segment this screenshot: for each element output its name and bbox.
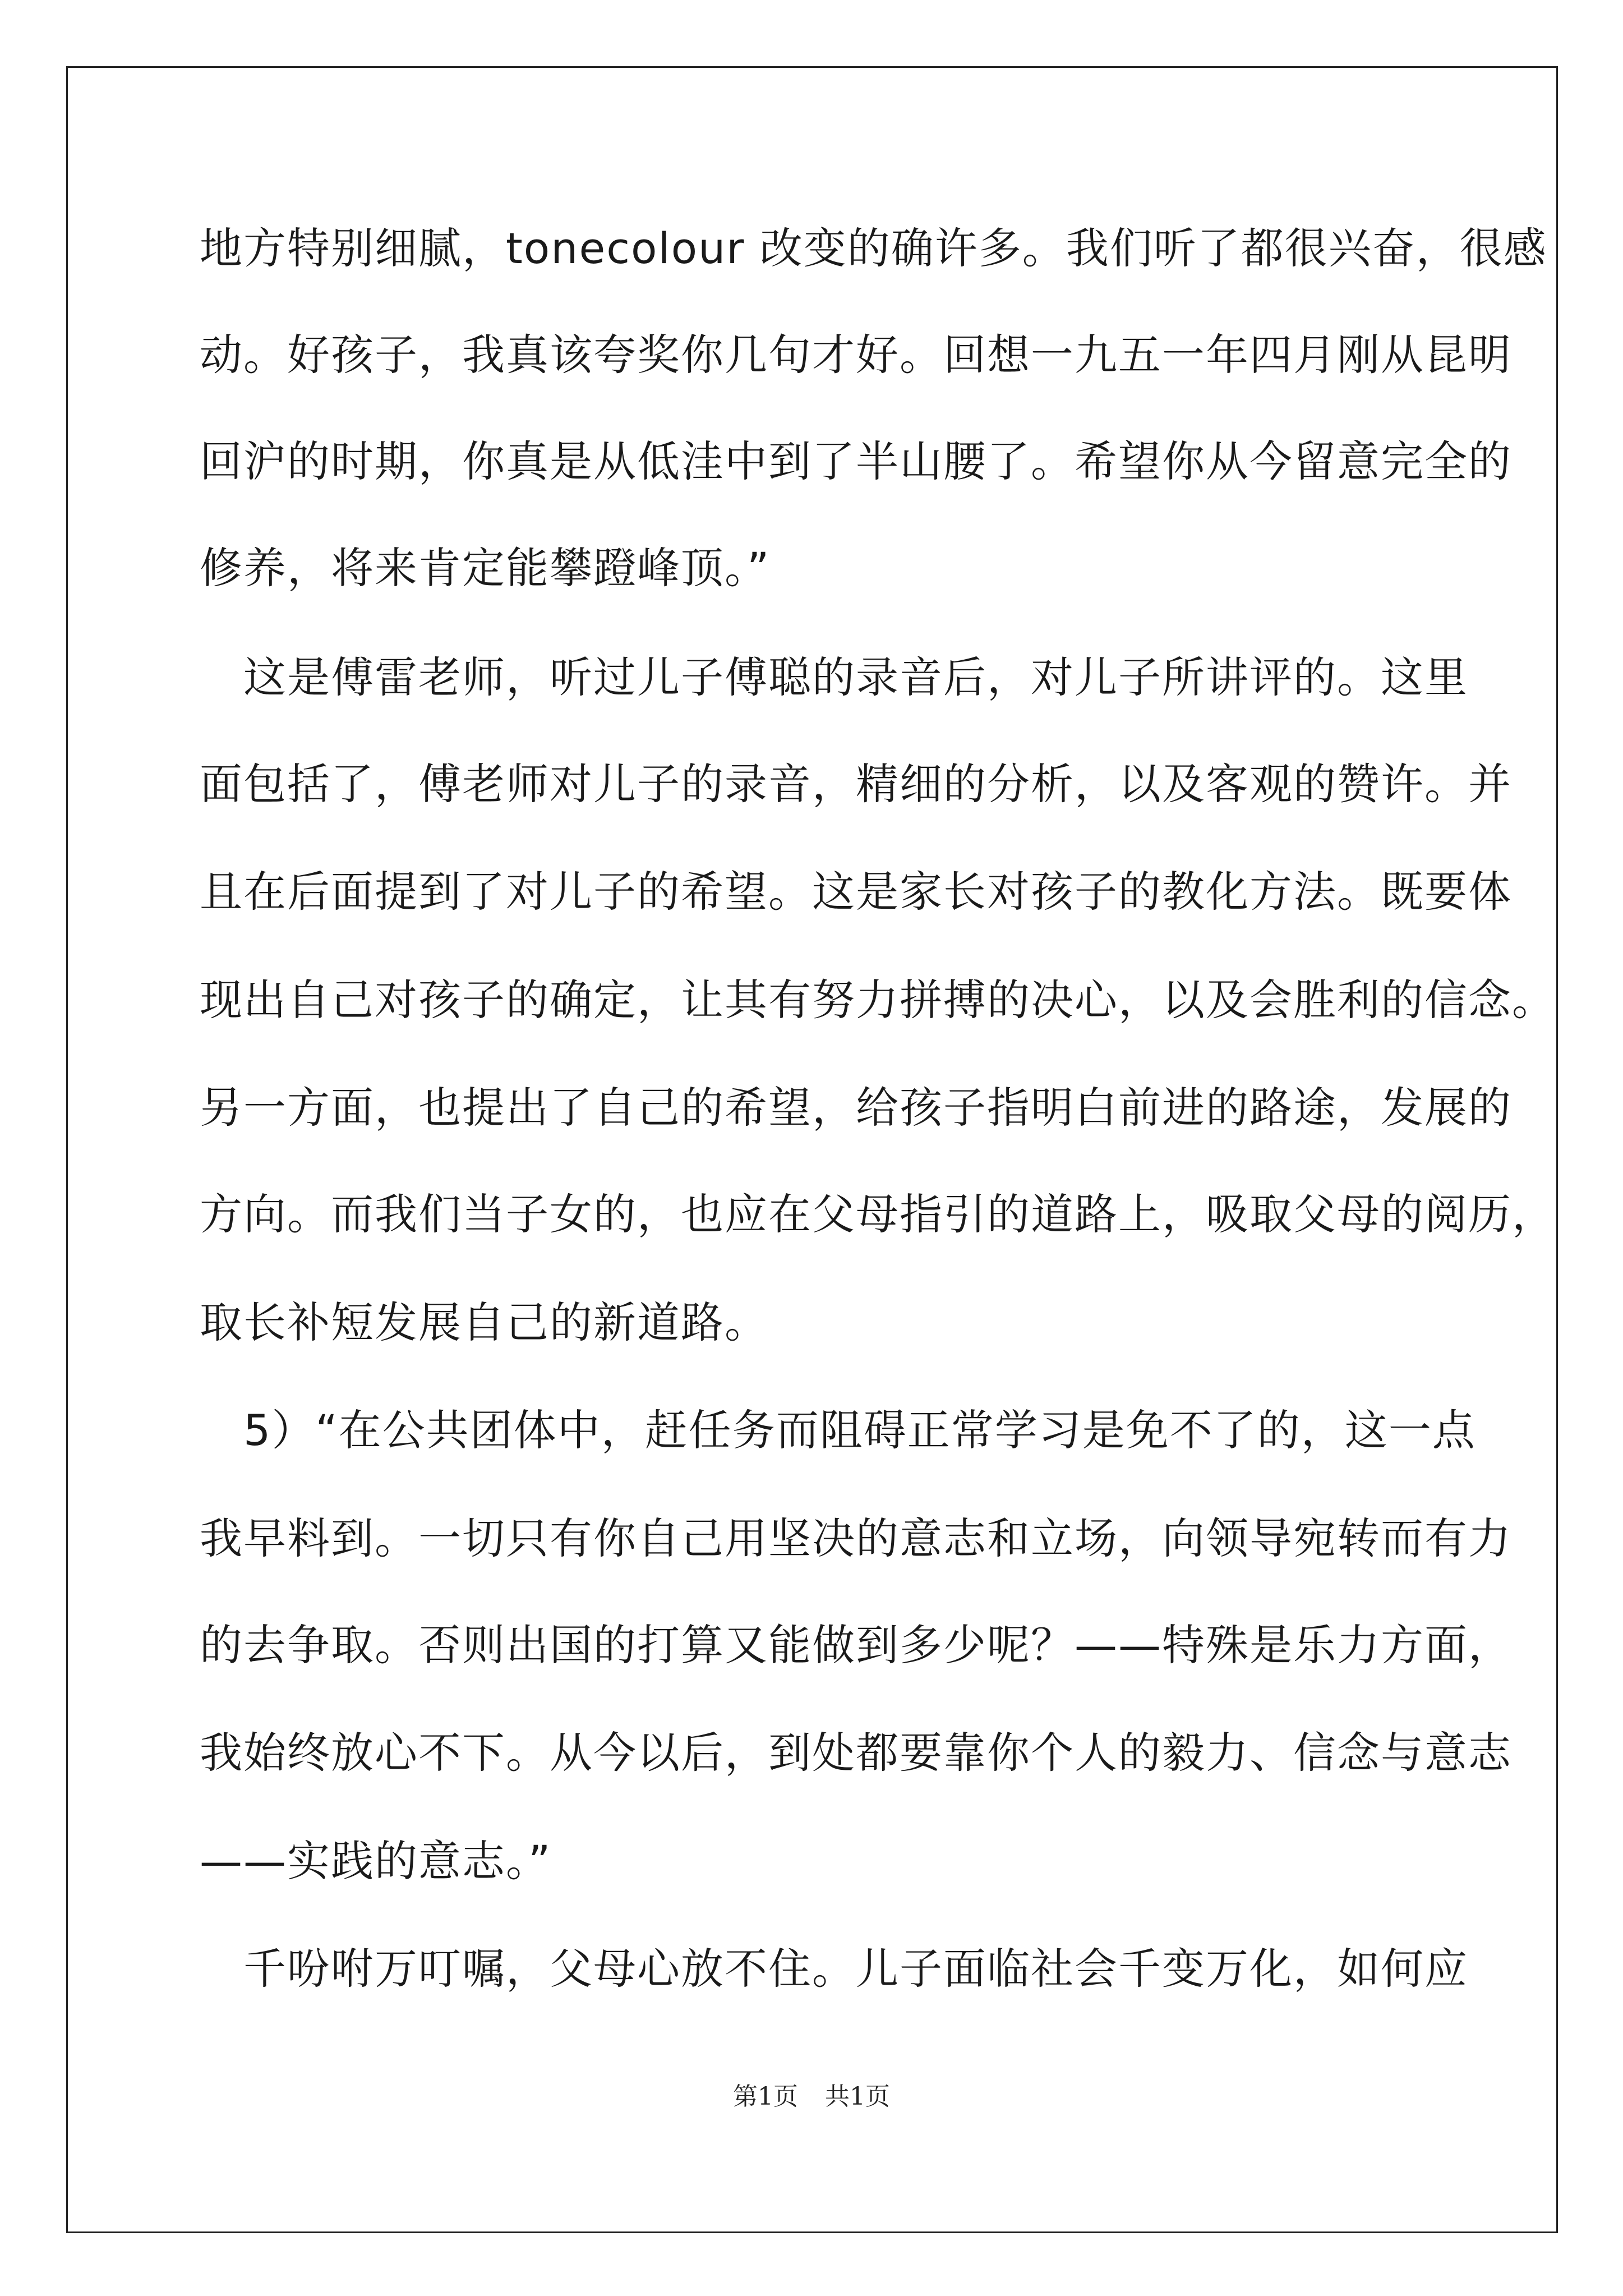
text-line: 面包括了，傅老师对儿子的录音，精细的分析，以及客观的赞许。并 xyxy=(200,759,1512,809)
text-line: 方向。而我们当子女的，也应在父母指引的道路上，吸取父母的阅历， xyxy=(200,1189,1556,1239)
text-line: 我始终放心不下。从今以后，到处都要靠你个人的毅力、信念与意志 xyxy=(200,1728,1512,1778)
text-line: 修养，将来肯定能攀蹬峰顶。” xyxy=(200,543,771,593)
text-line: 千吩咐万叮嘱，父母心放不住。儿子面临社会千变万化，如何应 xyxy=(200,1944,1468,1994)
page-number: 第1页 xyxy=(733,2082,798,2111)
text-line: 5）“在公共团体中，赶任务而阻碍正常学习是免不了的，这一点 xyxy=(200,1405,1476,1455)
text-line: 动。好孩子，我真该夸奖你几句才好。回想一九五一年四月刚从昆明 xyxy=(200,330,1512,380)
text-line: 现出自己对孩子的确定，让其有努力拼搏的决心，以及会胜利的信念。 xyxy=(200,975,1556,1025)
page-footer xyxy=(0,2082,1623,2111)
text-line: 取长补短发展自己的新道路。 xyxy=(200,1297,768,1347)
text-line: 的去争取。否则出国的打算又能做到多少呢？——特殊是乐力方面， xyxy=(200,1620,1512,1670)
text-line: 这是傅雷老师，听过儿子傅聪的录音后，对儿子所讲评的。这里 xyxy=(200,652,1468,702)
text-line: 回沪的时期，你真是从低洼中到了半山腰了。希望你从今留意完全的 xyxy=(200,436,1512,486)
page-border xyxy=(66,66,1558,2233)
text-line: 另一方面，也提出了自己的希望，给孩子指明白前进的路途，发展的 xyxy=(200,1083,1512,1133)
text-line: 且在后面提到了对儿子的希望。这是家长对孩子的教化方法。既要体 xyxy=(200,867,1512,917)
page-total: 共1页 xyxy=(825,2082,890,2111)
text-line: ——实践的意志。” xyxy=(200,1836,552,1886)
text-line: 地方特别细腻，tonecolour 改变的确许多。我们听了都很兴奋，很感 xyxy=(200,223,1547,273)
text-line: 我早料到。一切只有你自己用坚决的意志和立场，向领导宛转而有力 xyxy=(200,1513,1512,1563)
